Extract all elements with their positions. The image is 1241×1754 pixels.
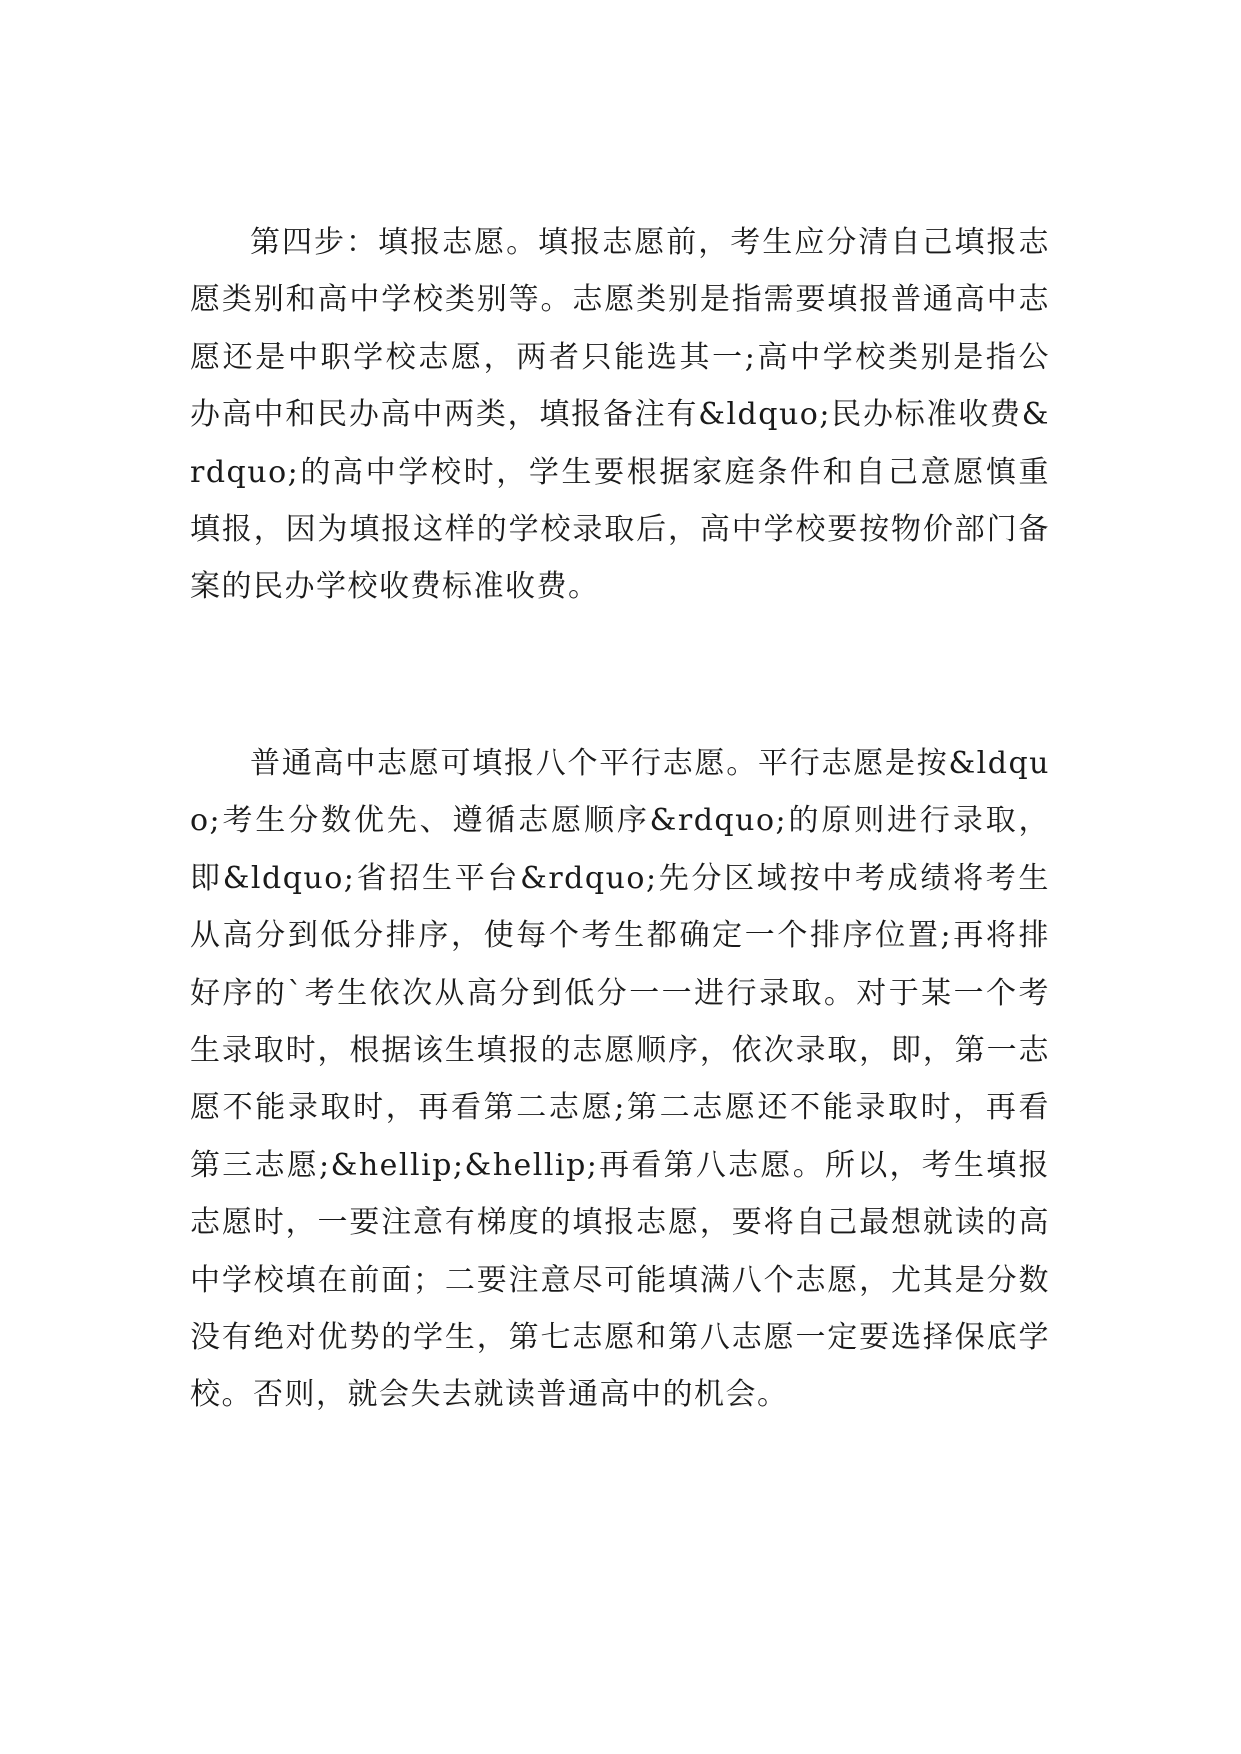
paragraph-step-four: 第四步：填报志愿。填报志愿前，考生应分清自己填报志愿类别和高中学校类别等。志愿类别是指需要填报普通高中志愿还是中职学校志愿，两者只能选其一;高中学校类别是指公办高中和民办高中两类，填报备注有&ldquo;民办标准收费&rdquo;的高中学校时，学生要根据家庭条件和自己意愿慎重填报，因为填报这样的学校录取后，高中学校要按物价部门备案的民办学校收费标准收费。 (190, 225, 1050, 605)
paragraph-parallel-choices: 普通高中志愿可填报八个平行志愿。平行志愿是按&ldquo;考生分数优先、遵循志愿顺序&rdquo;的原则进行录取，即&ldquo;省招生平台&rdquo;先分区域按中考成绩将考生从高分到低分排序，使每个考生都确定一个排序位置;再将排好序的`考生依次从高分到低分一一进行录取。对于某一个考生录取时，根据该生填报的志愿顺序，依次录取，即，第一志愿不能录取时，再看第二志愿;第二志愿还不能录取时，再看第三志愿;&hellip;&hellip;再看第八志愿。所以，考生填报志愿时，一要注意有梯度的填报志愿，要将自己最想就读的高中学校填在前面；二要注意尽可能填满八个志愿，尤其是分数没有绝对优势的学生，第七志愿和第八志愿一定要选择保底学校。否则，就会失去就读普通高中的机会。 (190, 746, 1050, 1413)
